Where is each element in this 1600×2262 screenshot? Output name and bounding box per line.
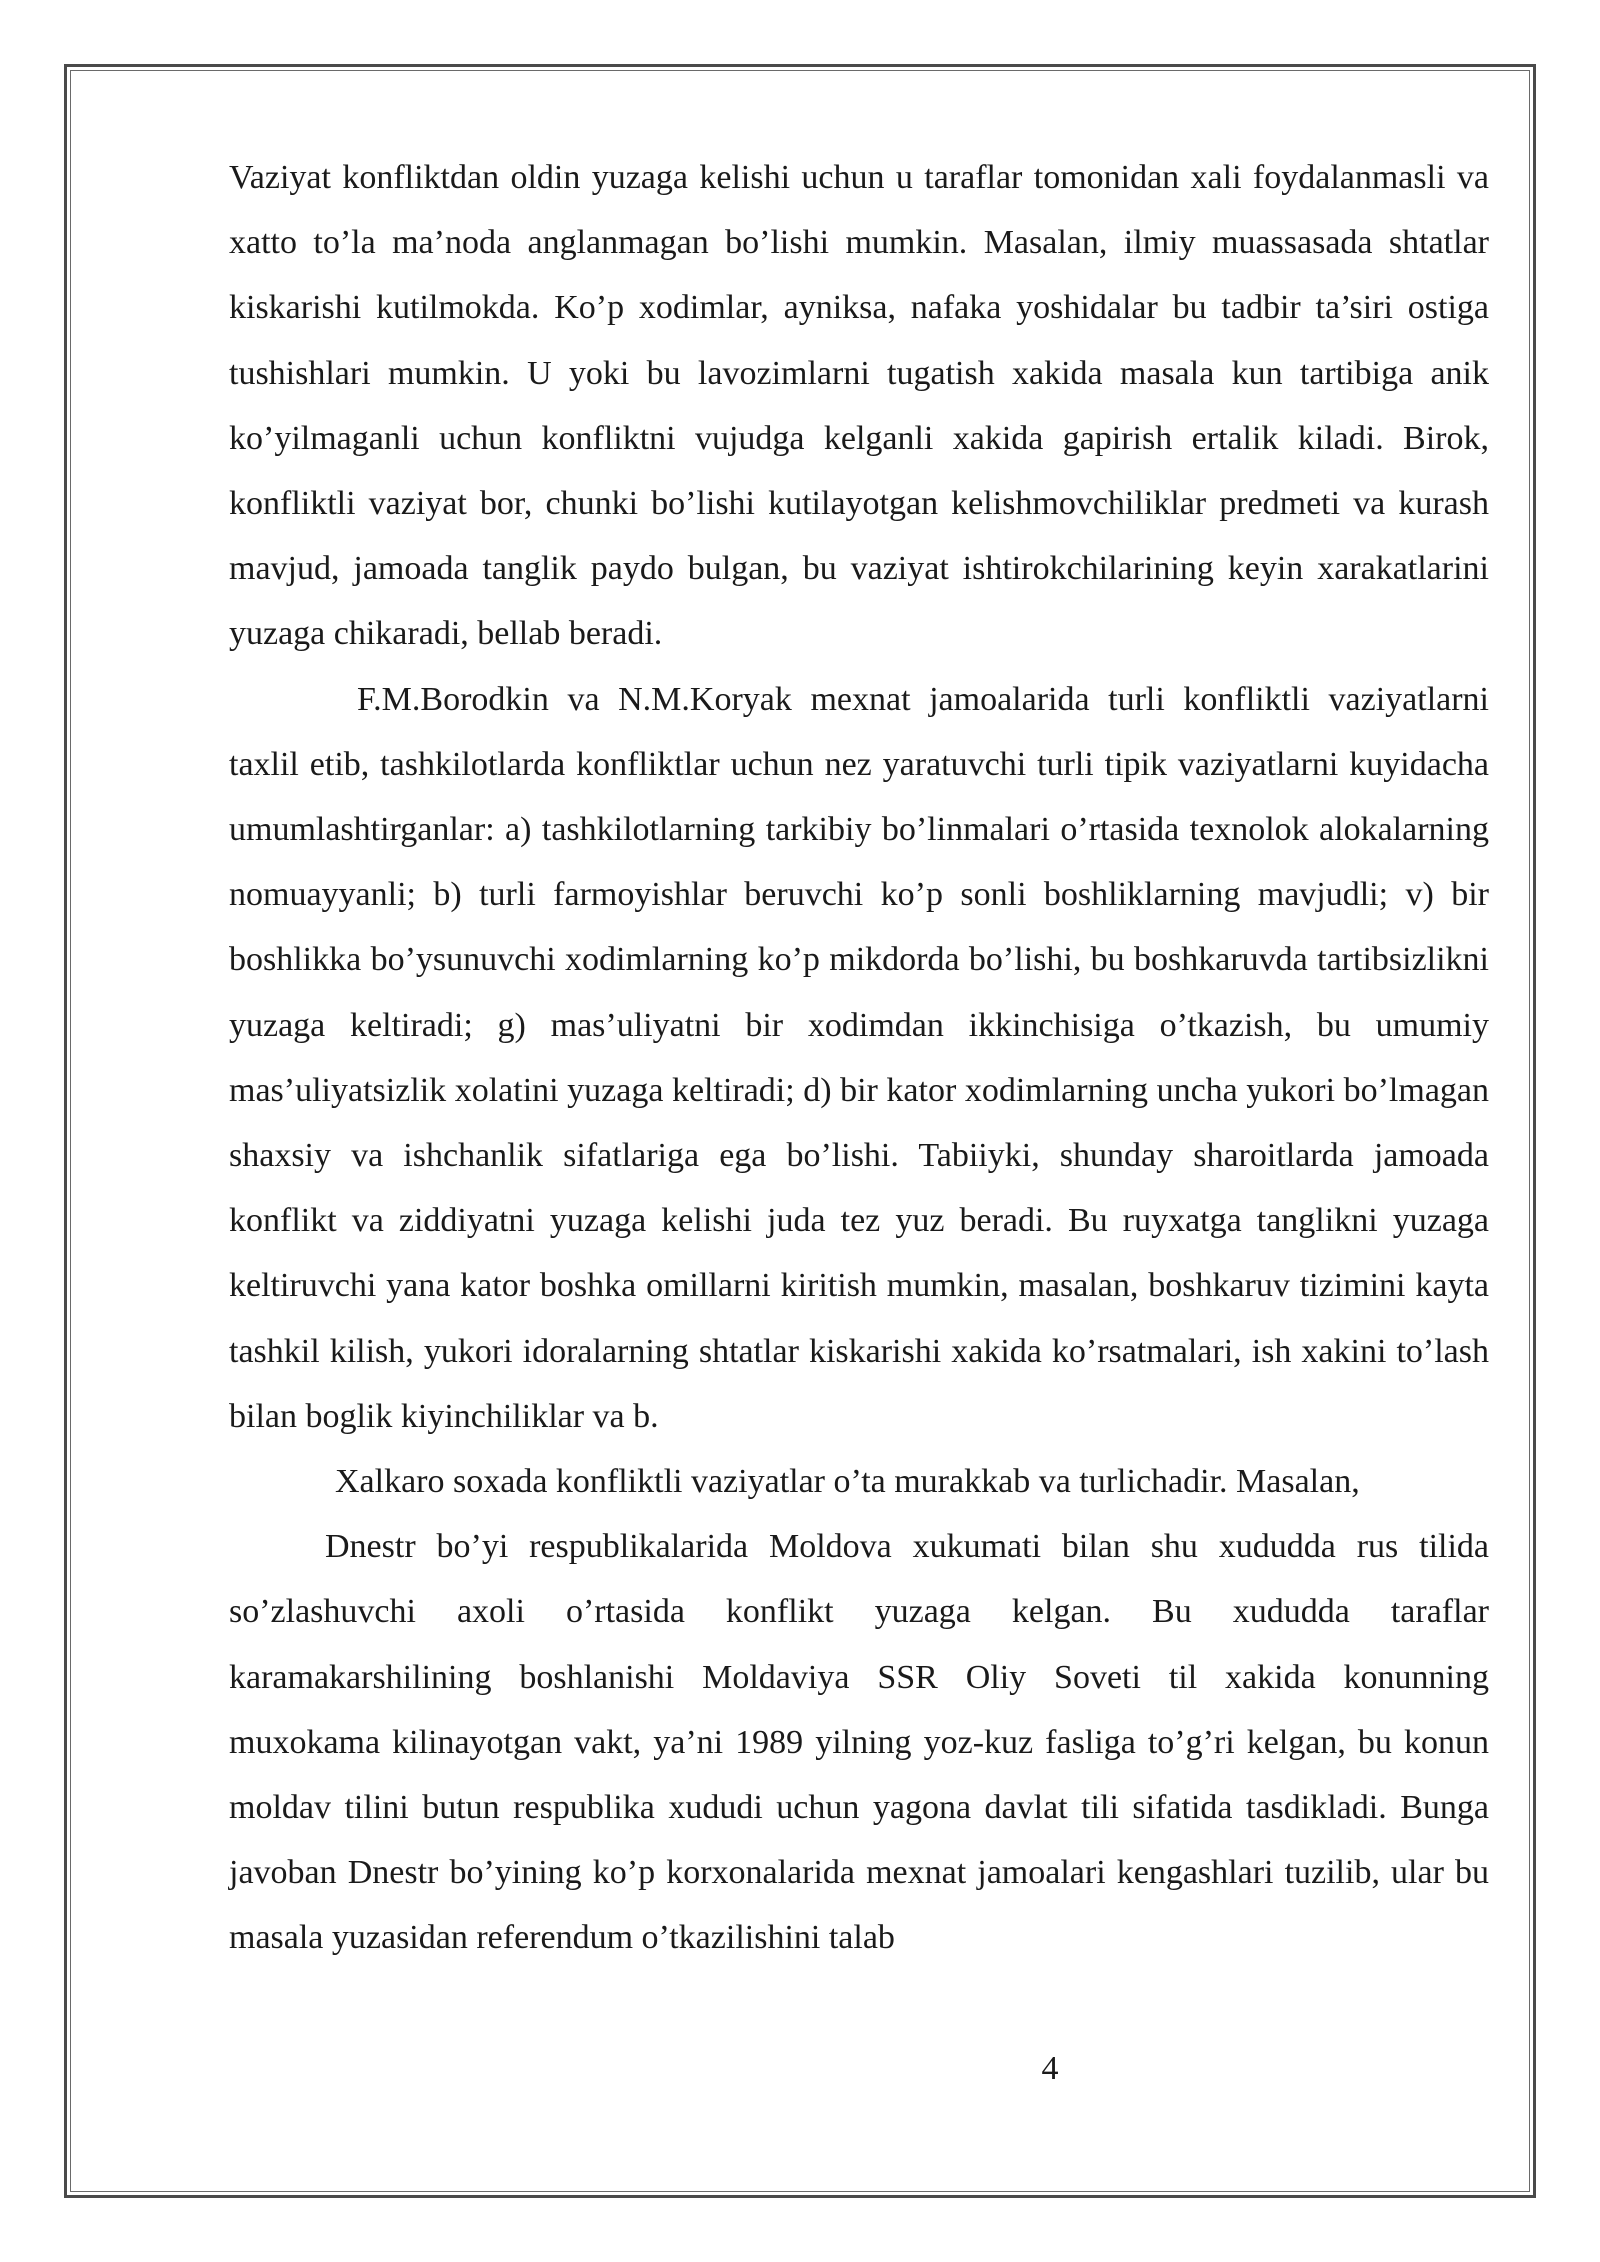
paragraph-1: Vaziyat konfliktdan oldin yuzaga kelishi uchun u taraflar tomonidan xali foydalanmasli va xatto to’la ma’noda anglanmagan bo’lishi mumkin. Masalan, ilmiy muassasada shtatlar kiskarishi kutilmokda. Ko’p xodimlar, ayniksa, nafaka yoshidalar bu tadbir ta’siri ostiga tushishlari mumkin. U yoki bu lavozimlarni tugatish xakida masala kun tartibiga anik ko’yilmaganli uchun konfliktni vujudga kelganli xakida gapirish ertalik kiladi. Birok, konfliktli vaziyat bor, chunki bo’lishi kutilayotgan kelishmovchiliklar predmeti va kurash mavjud, jamoada tanglik paydo bulgan, bu vaziyat ishtirokchilarining keyin xarakatlarini yuzaga chikaradi, bellab beradi. (229, 159, 1489, 653)
document-body (229, 145, 1489, 1971)
page-number: 4 (1041, 2050, 1059, 2087)
paragraph-3: Xalkaro soxada konfliktli vaziyatlar o’ta murakkab va turlichadir. Masalan, (335, 1463, 1360, 1501)
paragraph-2: F.M.Borodkin va N.M.Koryak mexnat jamoalarida turli konfliktli vaziyatlarni taxlil etib, tashkilotlarda konfliktlar uchun nez yaratuvchi turli tipik vaziyatlarni kuyidacha umumlashtirganlar: a) tashkilotlarning tarkibiy bo’linmalari o’rtasida texnolok alokalarning nomuayyanli; b) turli farmoyishlar beruvchi ko’p sonli boshliklarning mavjudli; v) bir boshlikka bo’ysunuvchi xodimlarning ko’p mikdorda bo’lishi, bu boshkaruvda tartibsizlikni yuzaga keltiradi; g) mas’uliyatni bir xodimdan ikkinchisiga o’tkazish, bu umumiy mas’uliyatsizlik xolatini yuzaga keltiradi; d) bir kator xodimlarning uncha yukori bo’lmagan shaxsiy va ishchanlik sifatlariga ega bo’lishi. Tabiiyki, shunday sharoitlarda jamoada konflikt va ziddiyatni yuzaga kelishi juda tez yuz beradi. Bu ruyxatga tanglikni yuzaga keltiruvchi yana kator boshka omillarni kiritish mumkin, masalan, boshkaruv tizimini kayta tashkil kilish, yukori idoralarning shtatlar kiskarishi xakida ko’rsatmalari, ish xakini to’lash bilan boglik kiyinchiliklar va b. (229, 680, 1489, 1435)
paragraph-4: Dnestr bo’yi respublikalarida Moldova xukumati bilan shu xududda rus tilida so’zlashuvchi axoli o’rtasida konflikt yuzaga kelgan. Bu xududda taraflar karamakarshilining boshlanishi Moldaviya SSR Oliy Soveti til xakida konunning muxokama kilinayotgan vakt, ya’ni 1989 yilning yoz-kuz fasliga to’g’ri kelgan, bu konun moldav tilini butun respublika xududi uchun yagona davlat tili sifatida tasdikladi. Bunga javoban Dnestr bo’yining ko’p korxonalarida mexnat jamoalari kengashlari tuzilib, ular bu masala yuzasidan referendum o’tkazilishini talab (229, 1528, 1489, 1957)
